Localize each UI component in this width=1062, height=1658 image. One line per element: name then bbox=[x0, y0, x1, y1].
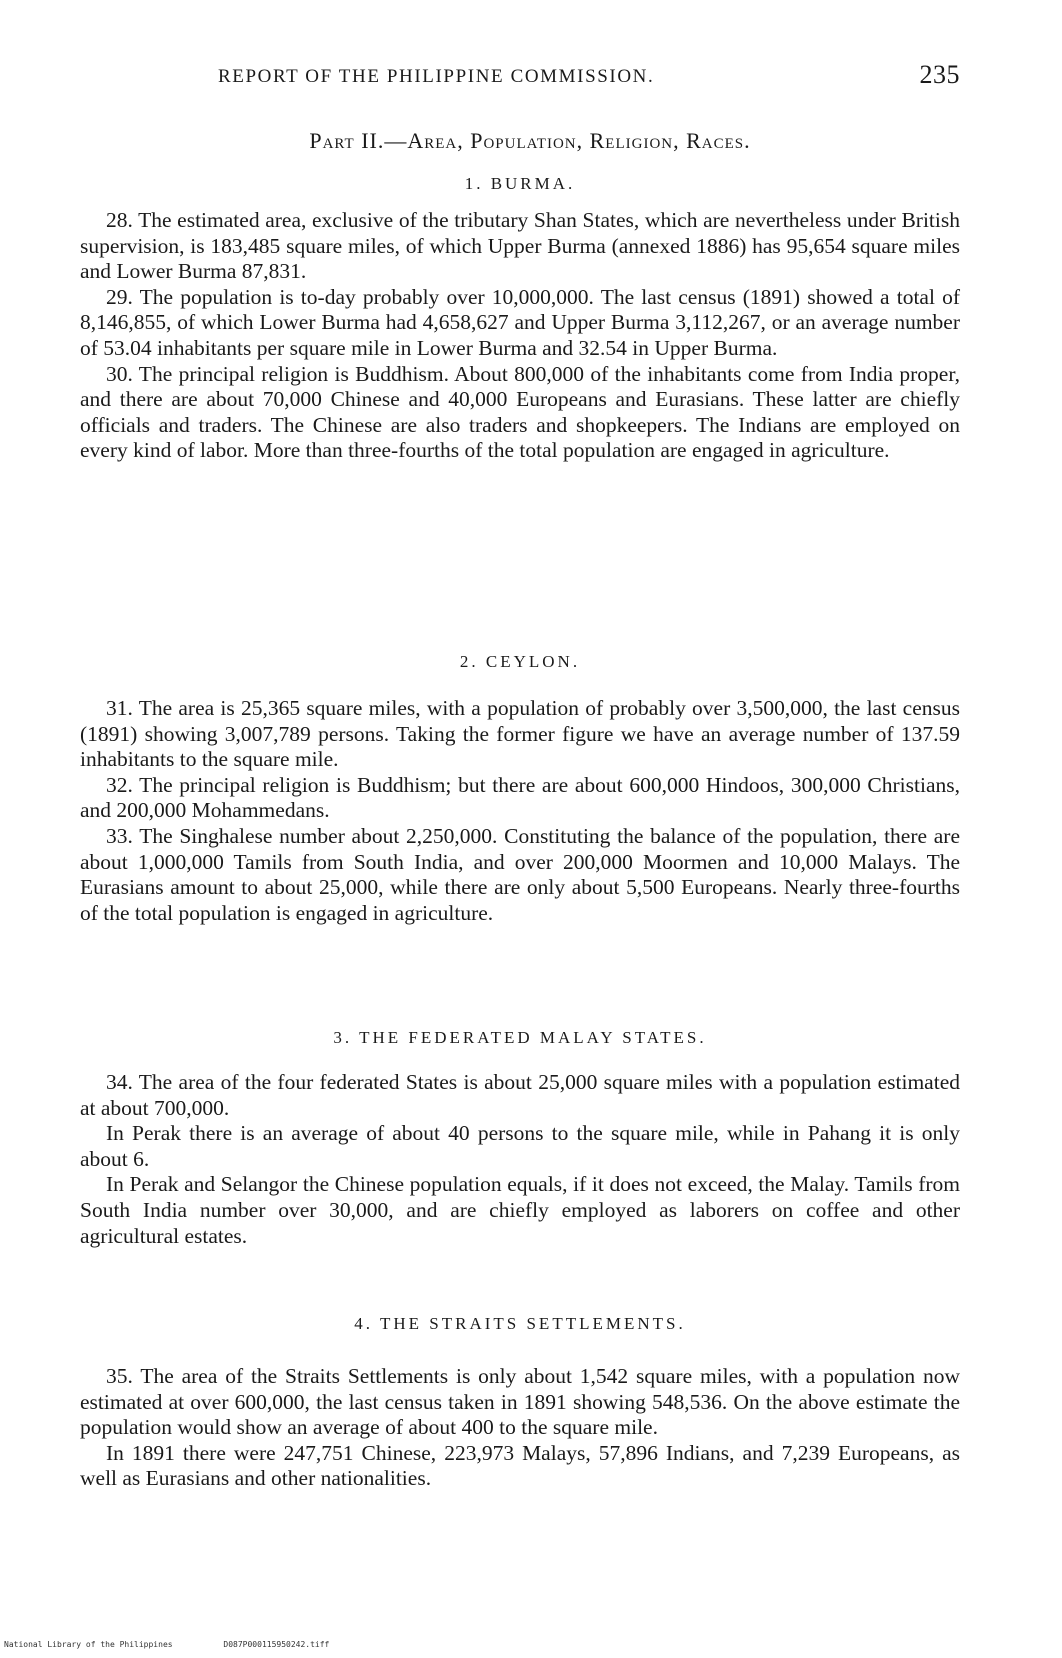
scan-footer bbox=[4, 1640, 375, 1649]
paragraph: In Perak and Selangor the Chinese population equals, if it does not exceed, the Malay. Tamils from South India number over 30,000, and are chiefly employed as laborers on coffee and other agricultural estates. bbox=[80, 1172, 960, 1248]
paragraph: 34. The area of the four federated States is about 25,000 square miles with a population estimated at about 700,000. bbox=[80, 1070, 960, 1120]
running-title: REPORT OF THE PHILIPPINE COMMISSION. bbox=[218, 66, 655, 87]
footer-file: D087P000115950242.tiff bbox=[223, 1640, 330, 1649]
section-heading: 2. CEYLON. bbox=[459, 652, 581, 671]
paragraph: In 1891 there were 247,751 Chinese, 223,973 Malays, 57,896 Indians, and 7,239 Europeans, as well as Eurasians and other nationalities. bbox=[80, 1440, 960, 1491]
section-federated-malay-states bbox=[80, 1028, 960, 1249]
part-title: Part II.—Area, Population, Religion, Races. bbox=[309, 128, 751, 153]
paragraph: In Perak there is an average of about 40 persons to the square mile, while in Pahang it is only about 6. bbox=[80, 1121, 960, 1171]
paragraph: 32. The principal religion is Buddhism; but there are about 600,000 Hindoos, 300,000 Christians, and 200,000 Mohammedans. bbox=[80, 772, 960, 823]
paragraph: 35. The area of the Straits Settlements is only about 1,542 square miles, with a population now estimated at over 600,000, the last census taken in 1891 showing 548,536. On the above estimate the population would show an average of about 400 to the square mile. bbox=[80, 1364, 960, 1440]
running-head bbox=[200, 62, 960, 92]
section-heading: 4. THE STRAITS SETTLEMENTS. bbox=[354, 1314, 686, 1333]
section-heading: 1. BURMA. bbox=[464, 174, 576, 193]
paragraph: 31. The area is 25,365 square miles, with a population of probably over 3,500,000, the last census (1891) showing 3,007,789 persons. Taking the former figure we have an average number of 137.59 inhabitants to the square mile. bbox=[80, 696, 960, 772]
paragraph: 29. The population is to-day probably over 10,000,000. The last census (1891) showed a total of 8,146,855, of which Lower Burma had 4,658,627 and Upper Burma 3,112,267, or an average number of 53.04 inhabitants per square mile in Lower Burma and 32.54 in Upper Burma. bbox=[80, 284, 960, 360]
section-heading: 3. THE FEDERATED MALAY STATES. bbox=[333, 1028, 707, 1047]
section-ceylon bbox=[80, 652, 960, 926]
page-number: 235 bbox=[919, 60, 960, 89]
paragraph: 30. The principal religion is Buddhism. About 800,000 of the inhabitants come from India proper, and there are about 70,000 Chinese and 40,000 Europeans and Eurasians. These latter are chiefly officials and traders. The Chinese are also traders and shopkeepers. The Indians are employed on every kind of labor. More than three-fourths of the total population are engaged in agriculture. bbox=[80, 361, 960, 463]
section-straits-settlements bbox=[80, 1314, 960, 1492]
section-burma bbox=[80, 174, 960, 464]
paragraph: 33. The Singhalese number about 2,250,000. Constituting the balance of the population, there are about 1,000,000 Tamils from South India, and over 200,000 Moormen and 10,000 Malays. The Eurasians amount to about 25,000, while there are only about 5,500 Europeans. Nearly three-fourths of the total population is engaged in agriculture. bbox=[80, 823, 960, 925]
paragraph: 28. The estimated area, exclusive of the tributary Shan States, which are nevertheless under British supervision, is 183,485 square miles, of which Upper Burma (annexed 1886) has 95,654 square miles and Lower Burma 87,831. bbox=[80, 208, 960, 284]
footer-source: National Library of the Philippines bbox=[4, 1640, 173, 1649]
